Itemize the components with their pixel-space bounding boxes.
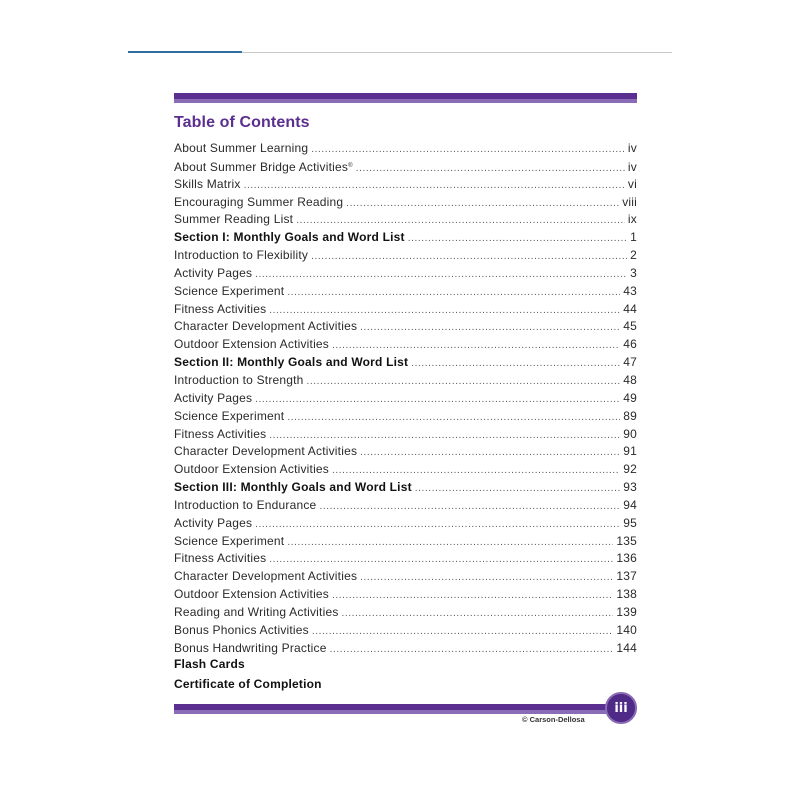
toc-entry-label bbox=[174, 318, 357, 336]
toc-entry-label-text: Introduction to Flexibility bbox=[174, 248, 309, 263]
dot-leader bbox=[255, 266, 627, 284]
dot-leader bbox=[255, 516, 620, 534]
toc-entry-label-text: Section I: Monthly Goals and Word List bbox=[174, 230, 405, 245]
toc-entry bbox=[174, 211, 637, 229]
toc-entry-page: 90 bbox=[623, 426, 637, 441]
toc-entry-label bbox=[174, 568, 357, 586]
dot-leader bbox=[244, 177, 625, 195]
copyright-text: © Carson-Dellosa bbox=[522, 715, 585, 724]
toc-entry-page: 2 bbox=[630, 248, 637, 263]
dot-leader bbox=[255, 391, 620, 409]
toc-entry-label bbox=[174, 426, 266, 444]
toc-entry-page: vi bbox=[627, 176, 637, 191]
toc-entry bbox=[174, 354, 637, 372]
top-rule-accent bbox=[128, 51, 242, 53]
toc-entry bbox=[174, 301, 637, 319]
toc-entry-page: 89 bbox=[623, 408, 637, 423]
toc-entry-label bbox=[174, 515, 252, 533]
dot-leader bbox=[342, 605, 614, 623]
toc-entry bbox=[174, 550, 637, 568]
toc-entry-label bbox=[174, 176, 241, 194]
toc-entry-label bbox=[174, 550, 266, 568]
dot-leader bbox=[356, 160, 625, 178]
toc-entry bbox=[174, 372, 637, 390]
toc-entry bbox=[174, 318, 637, 336]
toc-entry-label bbox=[174, 336, 329, 354]
dot-leader bbox=[269, 302, 620, 320]
toc-entry-label bbox=[174, 140, 308, 158]
dot-leader bbox=[287, 534, 613, 552]
toc-entry-label-text: Science Experiment bbox=[174, 533, 285, 548]
toc-entry bbox=[174, 336, 637, 354]
toc-entry-label-text: Fitness Activities bbox=[174, 551, 267, 566]
toc-entry-label bbox=[174, 461, 329, 479]
dot-leader bbox=[360, 319, 620, 337]
toc-entry-label bbox=[174, 354, 408, 372]
toc-entry-label bbox=[174, 283, 284, 301]
toc-entry-page: 135 bbox=[616, 533, 637, 548]
toc-entry-label-text: Outdoor Extension Activities bbox=[174, 587, 330, 602]
toc-entry-label bbox=[174, 408, 284, 426]
dot-leader bbox=[332, 587, 613, 605]
toc-entry bbox=[174, 408, 637, 426]
dot-leader bbox=[296, 212, 625, 230]
toc-entry-label bbox=[174, 479, 412, 497]
toc-entry-page: 47 bbox=[623, 355, 637, 370]
toc-entry-label-text: Character Development Activities bbox=[174, 319, 358, 334]
dot-leader bbox=[408, 230, 627, 248]
toc-entry-label-text: Character Development Activities bbox=[174, 444, 358, 459]
toc-entry-label-text: Fitness Activities bbox=[174, 301, 267, 316]
toc-entry bbox=[174, 140, 637, 158]
toc-entry-label bbox=[174, 586, 329, 604]
toc-list bbox=[174, 140, 637, 657]
toc-entry-page: 44 bbox=[623, 301, 637, 316]
toc-entry-label bbox=[174, 604, 339, 622]
toc-entry bbox=[174, 443, 637, 461]
toc-entry-label bbox=[174, 497, 316, 515]
dot-leader bbox=[307, 373, 621, 391]
toc-entry bbox=[174, 390, 637, 408]
toc-entry-label bbox=[174, 247, 308, 265]
toc-entry-label-text: Activity Pages bbox=[174, 265, 253, 280]
dot-leader bbox=[311, 248, 627, 266]
toc-entry-page: 140 bbox=[616, 622, 637, 637]
toc-entry-label bbox=[174, 443, 357, 461]
toc-entry-label bbox=[174, 158, 353, 177]
toc-entry bbox=[174, 194, 637, 212]
toc-entry-page: iv bbox=[627, 141, 637, 155]
toc-entry-page: 49 bbox=[623, 390, 637, 405]
toc-entry-label-text: Encouraging Summer Reading bbox=[174, 194, 344, 209]
toc-entry-label-text: Section II: Monthly Goals and Word List bbox=[174, 355, 409, 370]
toc-entry-page: 138 bbox=[616, 587, 637, 602]
toc-entry-page: 48 bbox=[623, 372, 637, 387]
dot-leader bbox=[287, 284, 620, 302]
toc-entry-page: 93 bbox=[623, 480, 637, 495]
toc-entry-page: 136 bbox=[616, 551, 637, 566]
toc-entry-label-text: Science Experiment bbox=[174, 408, 285, 423]
toc-entry bbox=[174, 586, 637, 604]
dot-leader bbox=[311, 141, 625, 159]
toc-entry-label-text: Reading and Writing Activities bbox=[174, 604, 339, 619]
toc-entry-page: 92 bbox=[623, 462, 637, 477]
toc-entry-page: 43 bbox=[623, 283, 637, 298]
toc-entry bbox=[174, 604, 637, 622]
toc-entry-label-text: Outdoor Extension Activities bbox=[174, 337, 330, 352]
toc-entry-page: ix bbox=[627, 212, 637, 227]
toc-entry-label bbox=[174, 301, 266, 319]
toc-entry-page: 94 bbox=[623, 497, 637, 512]
toc-entry-label bbox=[174, 265, 252, 283]
toc-entry-label-text: Character Development Activities bbox=[174, 569, 358, 584]
toc-entry-label bbox=[174, 622, 309, 640]
toc-entry-label-text: Skills Matrix bbox=[174, 176, 241, 191]
toc-entry-label bbox=[174, 533, 284, 551]
toc-entry-label bbox=[174, 194, 343, 212]
toc-entry bbox=[174, 568, 637, 586]
dot-leader bbox=[319, 498, 620, 516]
toc-entry bbox=[174, 479, 637, 497]
toc-entry bbox=[174, 640, 637, 658]
dot-leader bbox=[269, 427, 620, 445]
toc-entry bbox=[174, 461, 637, 479]
dot-leader bbox=[312, 623, 614, 641]
toc-entry-page: 3 bbox=[630, 265, 637, 280]
toc-extra-flash-cards: Flash Cards bbox=[174, 657, 245, 671]
toc-entry-label-text: Summer Reading List bbox=[174, 212, 294, 227]
toc-entry-label-text: Fitness Activities bbox=[174, 426, 267, 441]
toc-entry bbox=[174, 283, 637, 301]
toc-entry bbox=[174, 247, 637, 265]
toc-entry bbox=[174, 426, 637, 444]
toc-entry-label-text: Science Experiment bbox=[174, 283, 285, 298]
toc-entry-page: 139 bbox=[616, 604, 637, 619]
toc-entry-page: viii bbox=[622, 194, 637, 209]
toc-entry bbox=[174, 265, 637, 283]
page-number-badge: iii bbox=[605, 692, 637, 724]
toc-entry bbox=[174, 533, 637, 551]
toc-entry-label bbox=[174, 390, 252, 408]
page-title: Table of Contents bbox=[174, 114, 310, 131]
toc-entry-page: 95 bbox=[623, 515, 637, 530]
toc-entry-label-text: Introduction to Endurance bbox=[174, 497, 317, 512]
footer-band bbox=[174, 704, 606, 714]
toc-entry-label-text: Introduction to Strength bbox=[174, 372, 304, 387]
toc-entry-label bbox=[174, 640, 327, 658]
dot-leader bbox=[330, 641, 614, 659]
toc-entry-page: 137 bbox=[616, 569, 637, 584]
toc-entry bbox=[174, 622, 637, 640]
toc-entry-page: 144 bbox=[616, 640, 637, 655]
dot-leader bbox=[332, 337, 620, 355]
dot-leader bbox=[411, 355, 620, 373]
toc-entry-page: iv bbox=[627, 159, 637, 174]
toc-entry-label-text: About Summer Learning bbox=[174, 141, 309, 155]
toc-entry-label bbox=[174, 211, 293, 229]
toc-entry-label-text: Activity Pages bbox=[174, 390, 253, 405]
toc-entry-page: 91 bbox=[623, 444, 637, 459]
registered-mark: ® bbox=[348, 162, 353, 169]
dot-leader bbox=[346, 195, 619, 213]
toc-entry bbox=[174, 497, 637, 515]
dot-leader bbox=[269, 551, 613, 569]
toc-entry-label-text: About Summer Bridge Activities bbox=[174, 159, 349, 174]
toc-entry bbox=[174, 515, 637, 533]
header-band bbox=[174, 93, 637, 103]
dot-leader bbox=[360, 569, 613, 587]
toc-entry-page: 46 bbox=[623, 337, 637, 352]
toc-entry-label-text: Bonus Phonics Activities bbox=[174, 622, 309, 637]
toc-entry bbox=[174, 176, 637, 194]
toc-entry bbox=[174, 158, 637, 176]
dot-leader bbox=[415, 480, 620, 498]
toc-entry-page: 45 bbox=[623, 319, 637, 334]
toc-extra-certificate: Certificate of Completion bbox=[174, 677, 322, 691]
toc-entry-label-text: Activity Pages bbox=[174, 515, 253, 530]
toc-entry-label bbox=[174, 229, 405, 247]
dot-leader bbox=[360, 444, 620, 462]
toc-entry-label-text: Section III: Monthly Goals and Word List bbox=[174, 480, 412, 495]
dot-leader bbox=[332, 462, 620, 480]
toc-entry-label bbox=[174, 372, 304, 390]
toc-entry-page: 1 bbox=[630, 230, 637, 245]
toc-entry-label-text: Bonus Handwriting Practice bbox=[174, 640, 327, 655]
toc-entry bbox=[174, 229, 637, 247]
dot-leader bbox=[287, 409, 620, 427]
toc-entry-label-text: Outdoor Extension Activities bbox=[174, 462, 330, 477]
